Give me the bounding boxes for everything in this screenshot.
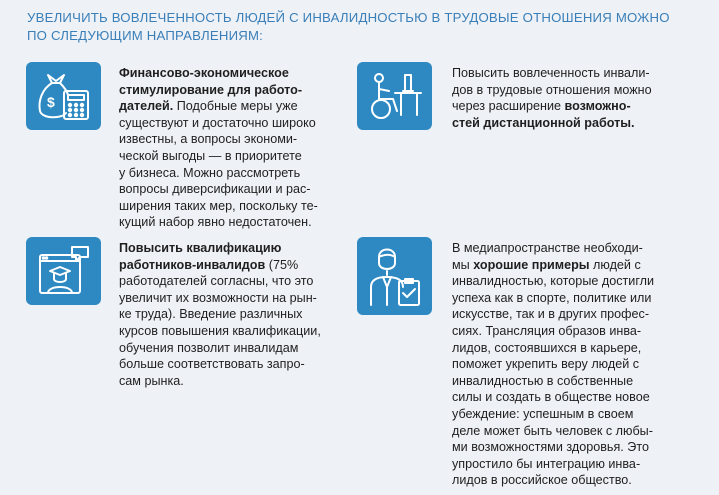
finance-line-7: ширения таких мер, поскольку те- — [119, 198, 318, 213]
remote-bold-2: стей дистанционной работы. — [452, 115, 635, 130]
remote-line-2: дов в трудовые отношения можно — [452, 82, 652, 97]
qualification-bold-1: Повысить квалификацию — [119, 241, 282, 255]
qualification-line-2-rest: (75% — [265, 257, 299, 272]
qualification-line-5: ке труда). Введение различных — [119, 307, 303, 322]
finance-icon-tile — [26, 62, 101, 130]
qualification-icon-tile — [26, 237, 101, 305]
remote-line-1: Повысить вовлеченность инвали- — [452, 66, 650, 80]
heading-line-2: ПО СЛЕДУЮЩИМ НАПРАВЛЕНИЯМ: — [27, 28, 264, 43]
finance-line-8: кущий набор явно недостаточен. — [119, 215, 312, 230]
qualification-bold-2: работников-инвалидов — [119, 257, 266, 272]
examples-line-15: лидов в российское общество. — [452, 473, 632, 488]
money-bag-calculator-icon — [34, 69, 94, 123]
finance-line-3: известны, а вопросы экономи- — [119, 132, 298, 147]
qualification-line-8: больше соответствовать запро- — [119, 357, 305, 372]
remote-bold-1: возможно- — [564, 99, 631, 114]
qualification-line-4: увеличит их возможности на рын- — [119, 290, 317, 305]
examples-line-9: инвалидностью в собственные — [452, 373, 634, 388]
examples-line-13: ми возможностями здоровья. Это — [452, 440, 649, 455]
examples-line-12: деле может быть человек с любы- — [452, 423, 653, 438]
wheelchair-desk-icon — [365, 69, 425, 123]
finance-line-5: у бизнеса. Можно рассмотреть — [119, 165, 301, 180]
examples-text — [452, 240, 702, 489]
qualification-line-9: сам рынка. — [119, 373, 184, 388]
online-graduate-icon — [34, 243, 94, 299]
finance-bold-1: Финансово-экономическое — [119, 66, 289, 80]
qualification-line-7: обучения позволит инвалидам — [119, 340, 299, 355]
finance-text — [119, 65, 349, 231]
finance-line-6: вопросы диверсификации и рас- — [119, 182, 311, 197]
finance-line-1: Подобные меры уже — [176, 99, 298, 114]
examples-line-14: упростило бы интеграцию инва- — [452, 456, 641, 471]
finance-bold-2: стимулирование для работо- — [119, 82, 303, 97]
examples-line-3: инвалидностью, которые достигли — [452, 274, 655, 289]
finance-bold-3: дателей. — [119, 99, 174, 114]
examples-line-6: сиях. Трансляция образов инва- — [452, 323, 642, 338]
person-checklist-icon — [365, 243, 425, 309]
remote-line-3: через расширение — [452, 99, 565, 114]
examples-icon-tile — [357, 237, 432, 315]
examples-line-8: поможет укрепить веру людей с — [452, 357, 640, 372]
examples-line-11: убеждение: успешным в своем — [452, 406, 634, 421]
qualification-line-3: работодателей согласны, что это — [119, 274, 314, 289]
heading-line-1: УВЕЛИЧИТЬ ВОВЛЕЧЕННОСТЬ ЛЮДЕЙ С ИНВАЛИДНОСТЬЮ В ТРУДОВЫЕ ОТНОШЕНИЯ МОЖНО — [27, 10, 670, 25]
examples-line-7: лидов, состоявшихся в карьере, — [452, 340, 642, 355]
examples-line-2-post: людей с — [589, 257, 641, 272]
examples-line-4: успеха как в спорте, политике или — [452, 290, 652, 305]
examples-line-10: силы и создать в обществе новое — [452, 390, 650, 405]
svg-text:$: $ — [46, 94, 55, 110]
finance-line-4: ческой выгоды — в приоритете — [119, 148, 302, 163]
examples-bold: хорошие примеры — [473, 257, 590, 272]
finance-line-2: существуют и достаточно широко — [119, 115, 316, 130]
examples-line-5: искусстве, так и в других профес- — [452, 307, 650, 322]
qualification-text — [119, 240, 354, 389]
examples-line-1: В медиапространстве необходи- — [452, 241, 643, 255]
page-heading — [27, 9, 697, 45]
examples-line-2-pre: мы — [452, 257, 474, 272]
remote-text — [452, 65, 702, 131]
remote-icon-tile — [357, 62, 432, 130]
qualification-line-6: курсов повышения квалификации, — [119, 323, 321, 338]
